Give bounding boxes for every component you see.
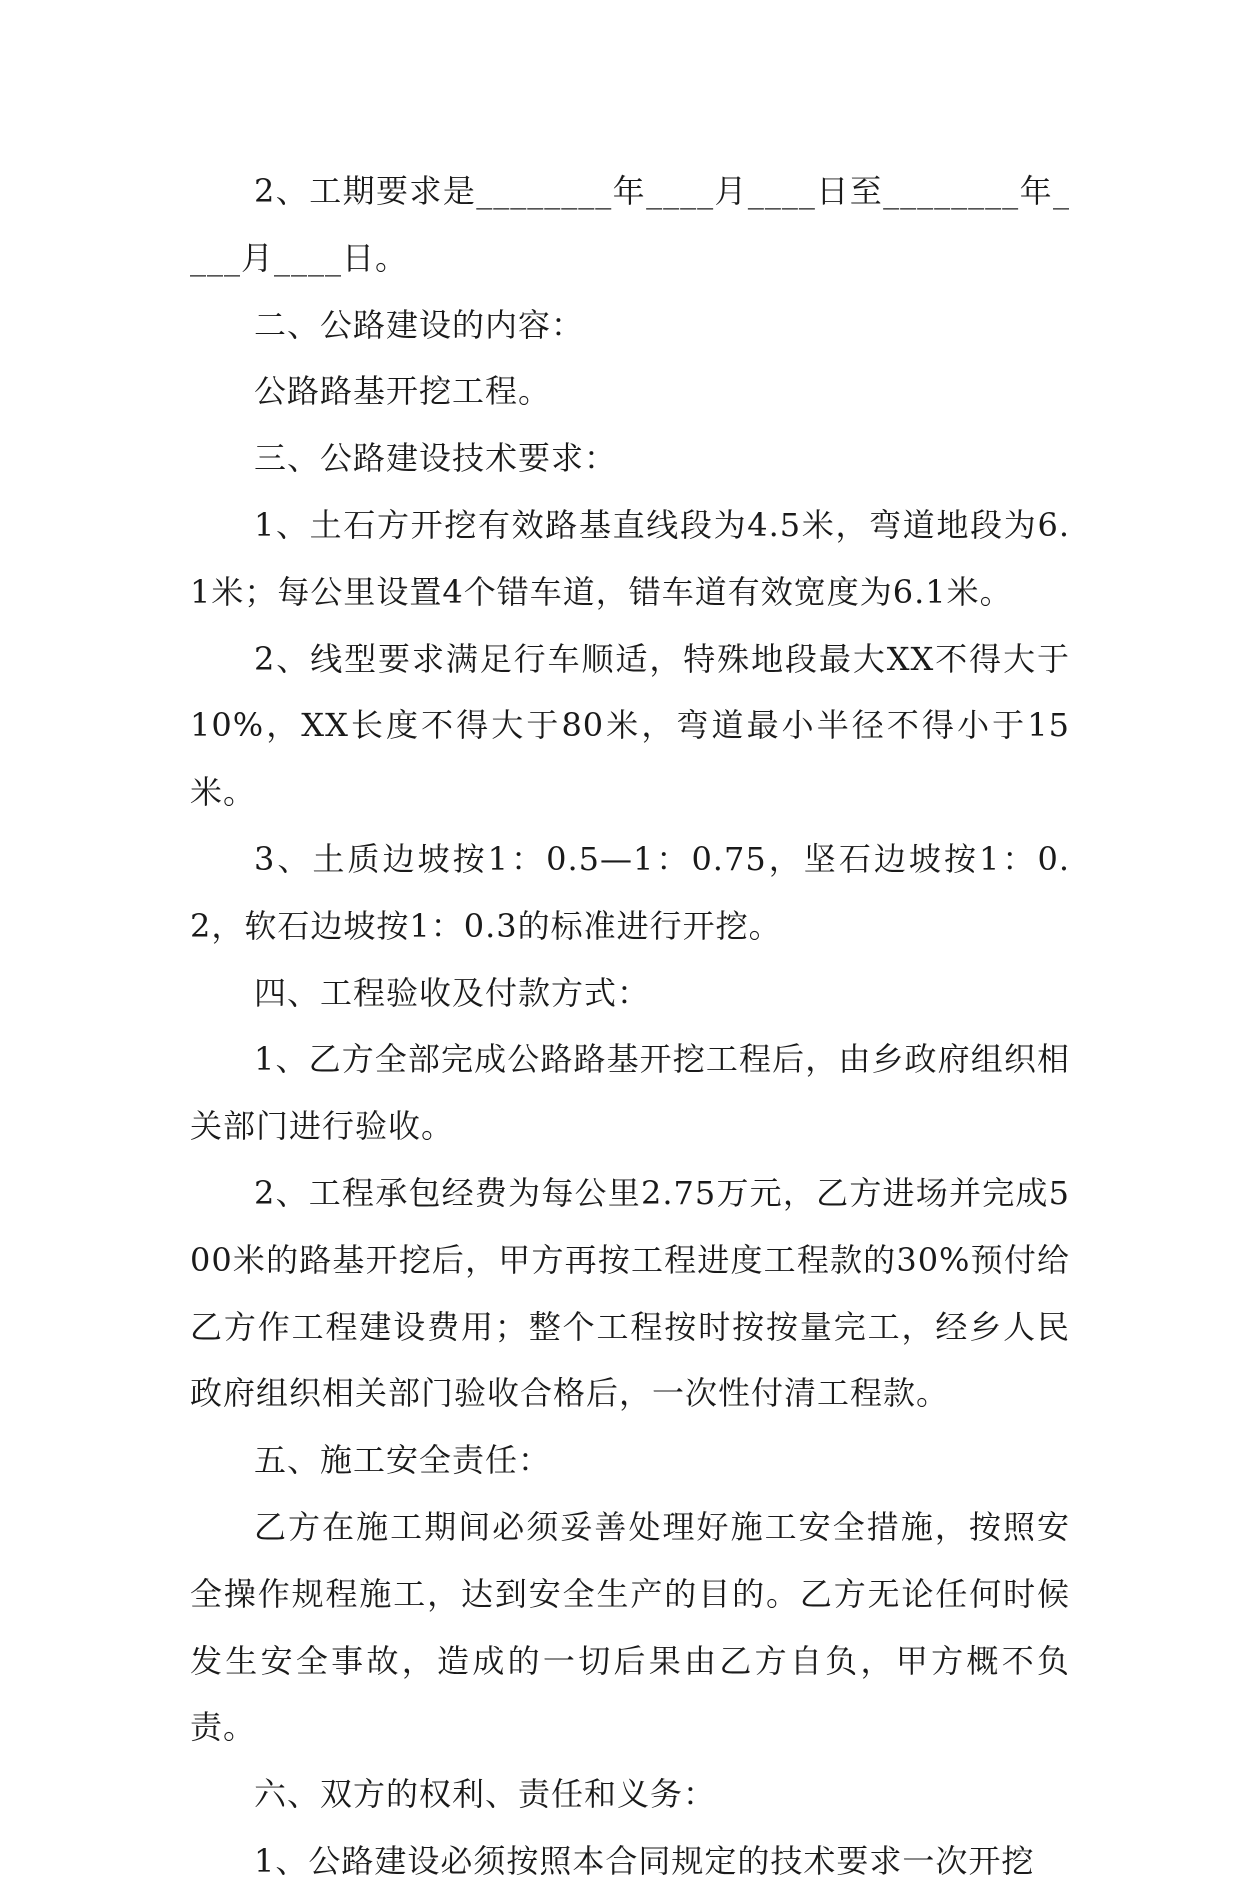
paragraph-safety: 乙方在施工期间必须妥善处理好施工安全措施，按照安全操作规程施工，达到安全生产的目的。乙方无论任何时候发生安全事故，造成的一切后果由乙方自负，甲方概不负责。 — [190, 1507, 1070, 1747]
paragraph-payment-2: 2、工程承包经费为每公里2.75万元，乙方进场并完成500米的路基开挖后，甲方再按工程进度工程款的30%预付给乙方作工程建设费用；整个工程按时按按量完工，经乡人民政府组织相关部门验收合格后，一次性付清工程款。 — [190, 1173, 1070, 1413]
paragraph-rights-1: 1、公路建设必须按照本合同规定的技术要求一次开挖 — [254, 1841, 1035, 1880]
paragraph-schedule: 2、工期要求是________年____月____日至________年____月____日。 — [190, 172, 1070, 277]
paragraph-tech-req-1: 1、土石方开挖有效路基直线段为4.5米，弯道地段为6.1米；每公里设置4个错车道，错车道有效宽度为6.1米。 — [190, 505, 1070, 611]
heading-construction-content: 二、公路建设的内容： — [254, 305, 585, 344]
heading-safety-responsibility: 五、施工安全责任： — [254, 1441, 552, 1480]
heading-technical-requirements: 三、公路建设技术要求： — [254, 439, 618, 478]
paragraph-acceptance-1: 1、乙方全部完成公路路基开挖工程后，由乡政府组织相关部门进行验收。 — [190, 1040, 1070, 1146]
heading-rights-obligations: 六、双方的权利、责任和义务： — [254, 1775, 717, 1814]
heading-acceptance-payment: 四、工程验收及付款方式： — [254, 973, 651, 1012]
paragraph-construction-content: 公路路基开挖工程。 — [254, 372, 552, 411]
document-body — [190, 158, 1070, 1895]
paragraph-tech-req-2: 2、线型要求满足行车顺适，特殊地段最大XX不得大于10%，XX长度不得大于80米，弯道最小半径不得小于15米。 — [190, 639, 1070, 812]
paragraph-tech-req-3: 3、土质边坡按1：0.5—1：0.75，坚石边坡按1：0.2，软石边坡按1：0.3的标准进行开挖。 — [190, 839, 1070, 945]
